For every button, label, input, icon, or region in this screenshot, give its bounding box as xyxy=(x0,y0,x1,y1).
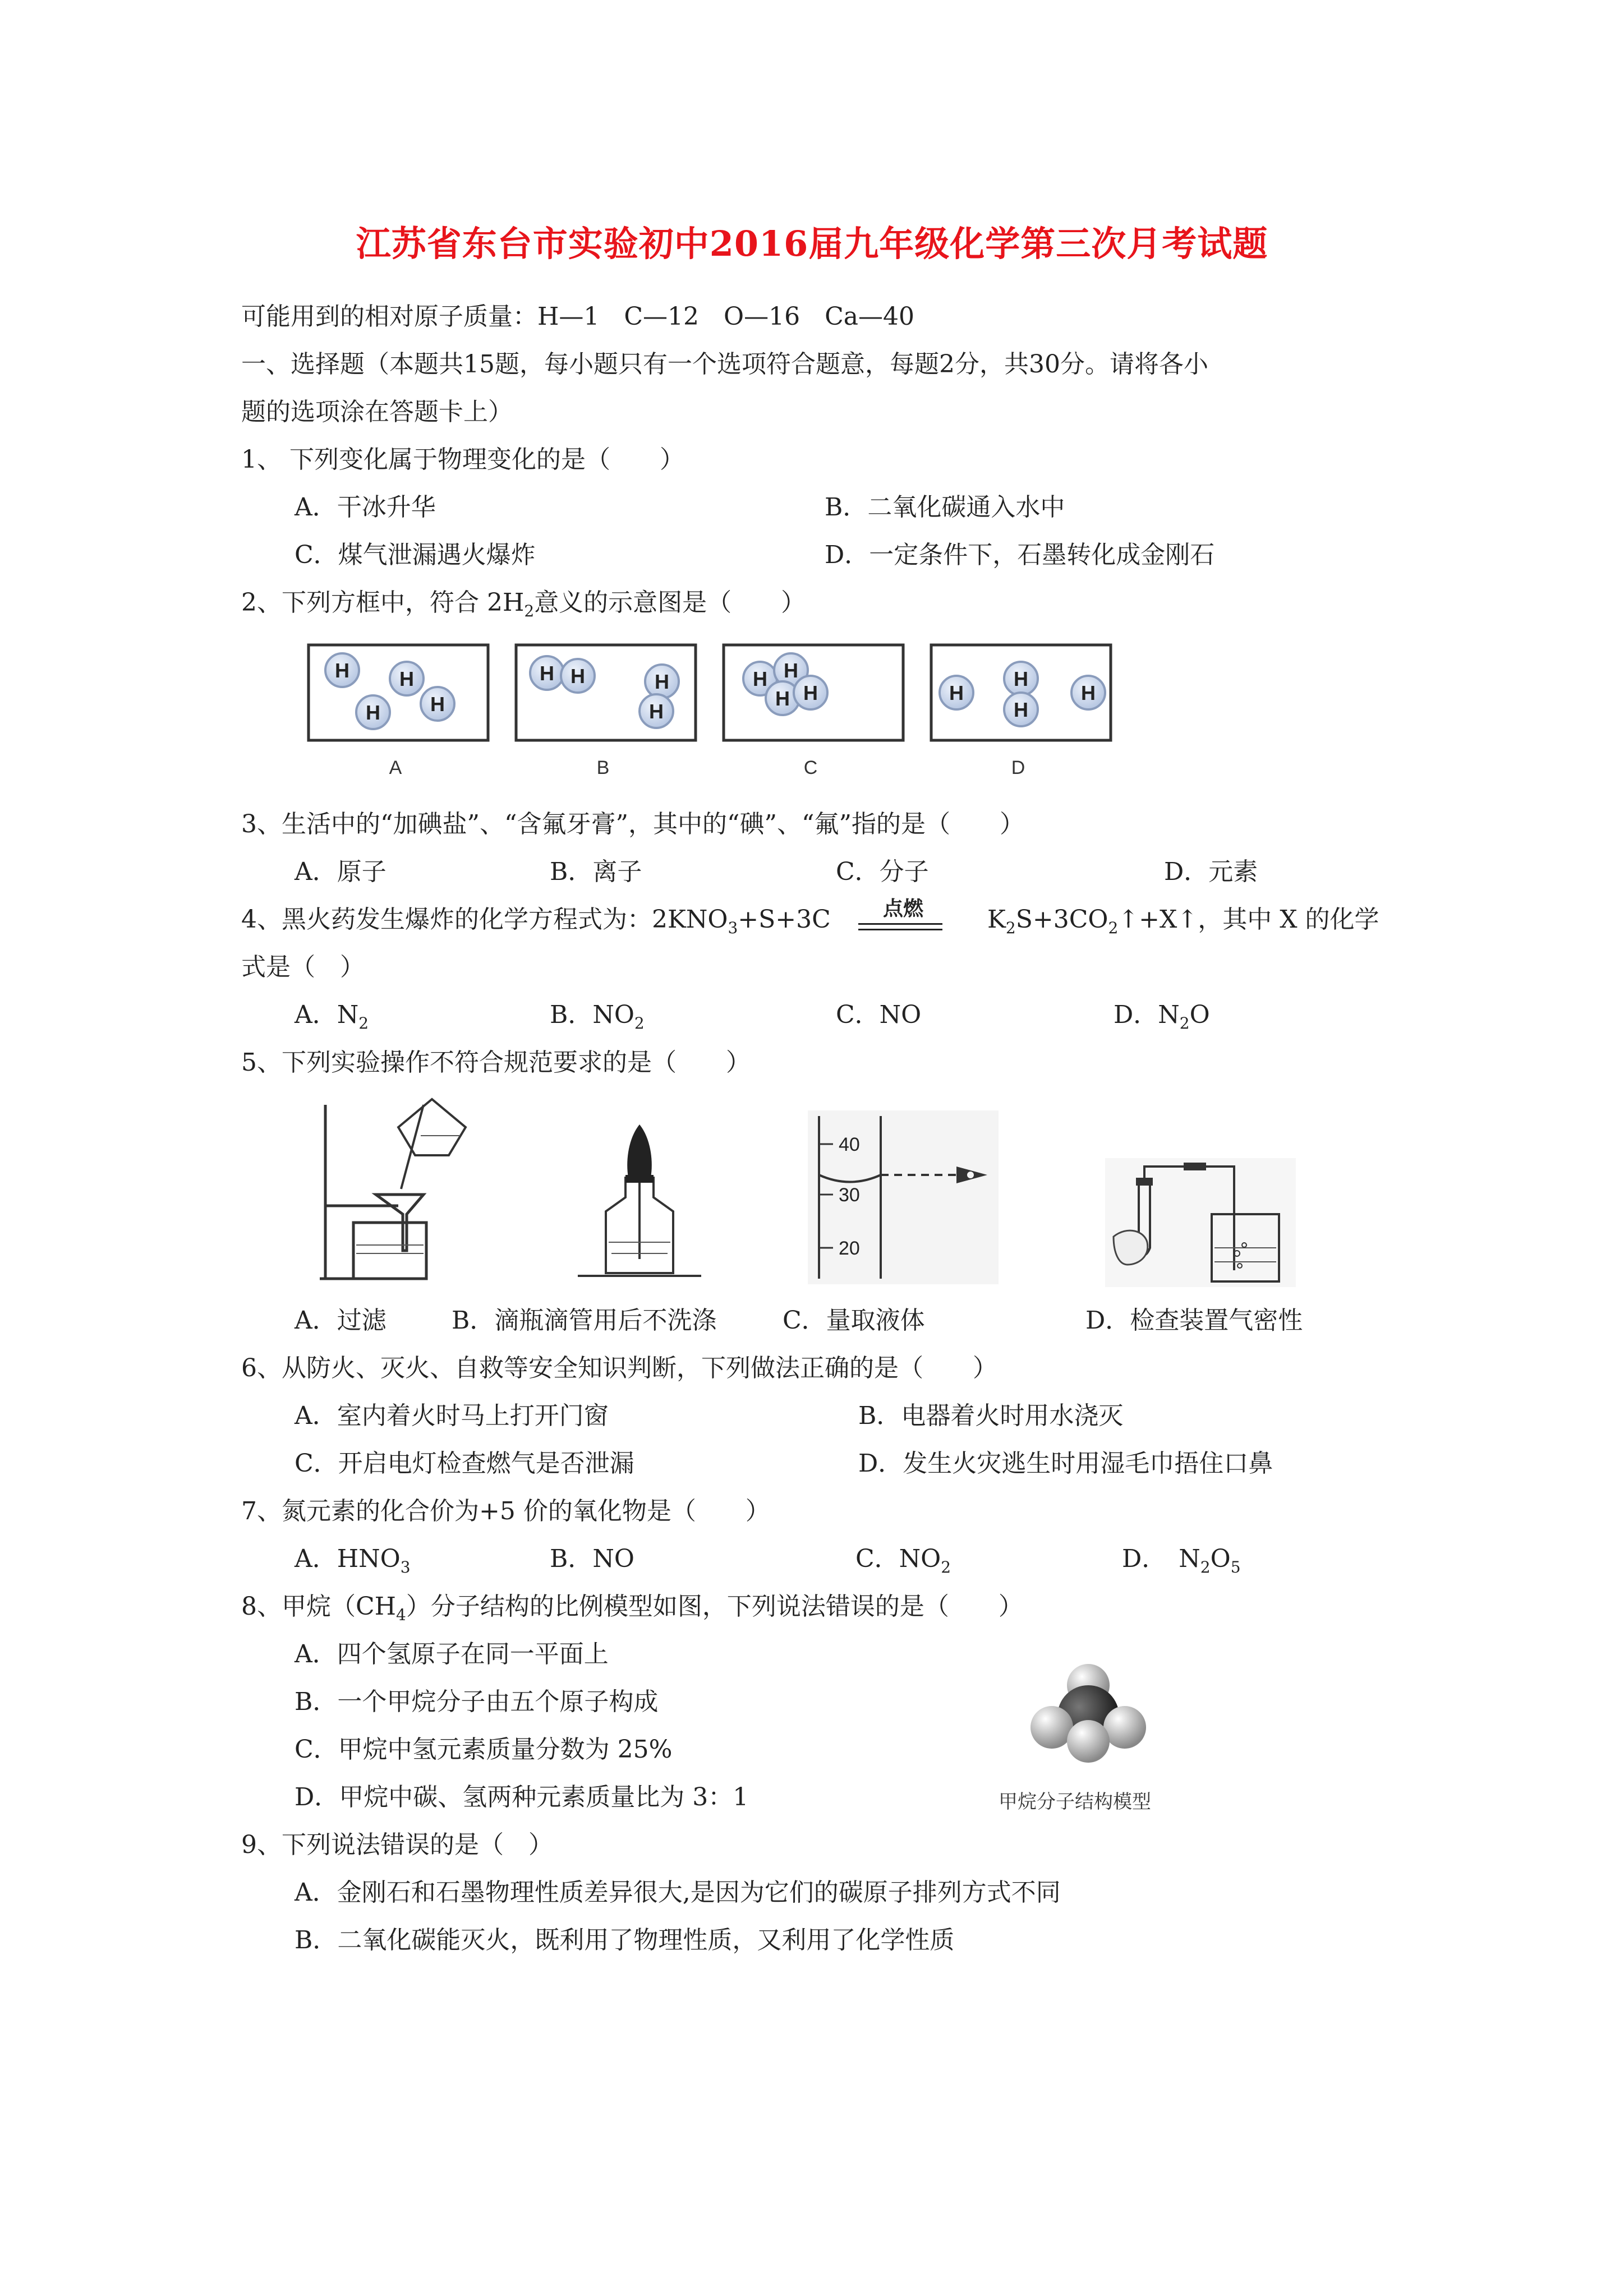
hydrogen-label: H xyxy=(949,681,964,704)
q4-option-d: D．$N_2O$ xyxy=(1114,1001,1210,1032)
q4-equals-top xyxy=(858,923,942,925)
q3-option-d: D．元素 xyxy=(1164,857,1258,886)
q5-scale-40: 40 xyxy=(839,1134,860,1155)
q5-option-c: C．量取液体 xyxy=(783,1306,925,1335)
q4-condition: 点燃 xyxy=(882,897,923,920)
q8-option-a: A．四个氢原子在同一平面上 xyxy=(295,1640,609,1668)
hydrogen-atom xyxy=(1071,676,1105,709)
q4-stem-line2: 式是（ ） xyxy=(241,953,365,981)
hydrogen-atom xyxy=(325,653,359,687)
hydrogen-label: H xyxy=(753,667,767,690)
q4-option-b: B．$NO_2$ xyxy=(550,1001,645,1032)
q7-option-d: D． $N_2O_5$ xyxy=(1122,1545,1241,1576)
page-title: 江苏省东台市实验初中2016届九年级化学第三次月考试题 xyxy=(356,223,1268,264)
q1-option-b: B．二氧化碳通入水中 xyxy=(825,493,1065,522)
q5-stem: 5、下列实验操作不符合规范要求的是（ ） xyxy=(241,1048,751,1077)
q5-filtration-figure xyxy=(303,1094,471,1290)
q2-label-c: C xyxy=(803,757,818,778)
q1-option-c: C．煤气泄漏遇火爆炸 xyxy=(295,541,536,569)
q5-scale-20: 20 xyxy=(839,1238,860,1259)
q6-option-c: C．开启电灯检查燃气是否泄漏 xyxy=(295,1449,634,1478)
section-heading-line2: 题的选项涂在答题卡上） xyxy=(241,398,513,426)
hydrogen-atom xyxy=(640,694,673,728)
q7-option-a: A．$HNO_3$ xyxy=(295,1545,411,1576)
hydrogen-atom xyxy=(421,687,454,721)
q2-label-b: B xyxy=(596,757,610,778)
q8-option-d: D．甲烷中碳、氢两种元素质量比为 3：1 xyxy=(295,1783,749,1811)
q2-stem: 2、下列方框中，符合 $2H_2$意义的示意图是（ ） xyxy=(241,588,806,620)
hydrogen-label: H xyxy=(366,701,380,724)
q5-airtight-figure xyxy=(1105,1158,1296,1287)
hydrogen-atom xyxy=(1004,693,1038,726)
q8-figure-caption: 甲烷分子结构模型 xyxy=(999,1791,1151,1813)
hydrogen-atom xyxy=(1004,662,1038,695)
q4-option-c: C．NO xyxy=(836,1001,922,1029)
q5-option-a: A．过滤 xyxy=(295,1306,387,1335)
q7-option-c: C．$NO_2$ xyxy=(855,1545,951,1576)
q4-option-a: A．$N_2$ xyxy=(295,1001,369,1032)
q5-option-d: D．检查装置气密性 xyxy=(1085,1306,1303,1335)
hydrogen-label: H xyxy=(399,667,414,690)
q5-dropper-figure xyxy=(572,1122,707,1284)
hydrogen-atom xyxy=(561,659,595,693)
q5-cylinder-figure xyxy=(808,1110,999,1284)
q4-products: $K_2S+3CO_2↑+X↑$，其中 X 的化学 xyxy=(987,905,1379,937)
hydrogen-label: H xyxy=(775,687,790,710)
q3-stem: 3、生活中的“加碘盐”、“含氟牙膏”，其中的“碘”、“氟”指的是（ ） xyxy=(241,810,1024,838)
hydrogen-label: H xyxy=(1014,698,1028,721)
hydrogen-atom xyxy=(1030,1706,1073,1749)
q3-option-a: A．原子 xyxy=(295,857,387,886)
q1-option-a: A．干冰升华 xyxy=(295,493,436,522)
hydrogen-label: H xyxy=(655,670,669,693)
q5-option-b: B．滴瓶滴管用后不洗涤 xyxy=(452,1306,717,1335)
hydrogen-label: H xyxy=(571,665,585,688)
q6-option-d: D．发生火灾逃生时用湿毛巾捂住口鼻 xyxy=(858,1449,1273,1478)
hydrogen-label: H xyxy=(540,662,554,685)
q1-option-d: D．一定条件下，石墨转化成金刚石 xyxy=(825,541,1215,569)
hydrogen-label: H xyxy=(784,659,798,682)
hydrogen-label: H xyxy=(430,693,445,716)
q9-stem: 9、下列说法错误的是（ ） xyxy=(241,1831,553,1859)
q7-stem: 7、氮元素的化合价为+5 价的氧化物是（ ） xyxy=(241,1497,770,1525)
hydrogen-atom xyxy=(1103,1706,1146,1749)
q3-option-c: C．分子 xyxy=(836,857,929,886)
q3-option-b: B．离子 xyxy=(550,857,642,886)
hydrogen-atom xyxy=(645,665,679,698)
q7-option-b: B．NO xyxy=(550,1545,634,1573)
q2-label-a: A xyxy=(389,757,402,778)
q2-label-d: D xyxy=(1011,757,1025,778)
q1-stem: 1、 下列变化属于物理变化的是（ ） xyxy=(241,445,684,474)
q5-scale-30: 30 xyxy=(839,1184,860,1206)
q4-equals-bottom xyxy=(858,929,942,930)
q8-methane-model xyxy=(1027,1654,1150,1767)
q8-option-c: C．甲烷中氢元素质量分数为 25% xyxy=(295,1735,673,1764)
hydrogen-atom xyxy=(794,676,827,709)
q4-stem: 4、黑火药发生爆炸的化学方程式为：$2KNO_3+S+3C$ xyxy=(241,905,831,937)
section-heading-line1: 一、选择题（本题共15题，每小题只有一个选项符合题意，每题2分，共30分。请将各小 xyxy=(241,350,1208,379)
hydrogen-atom xyxy=(530,656,564,690)
hydrogen-label: H xyxy=(335,659,349,682)
q9-option-a: A．金刚石和石墨物理性质差异很大,是因为它们的碳原子排列方式不同 xyxy=(295,1878,1061,1907)
q8-stem: 8、甲烷$(CH_4)$分子结构的比例模型如图，下列说法错误的是（ ） xyxy=(241,1592,1023,1624)
hydrogen-atom xyxy=(1067,1720,1110,1763)
atomic-masses: 可能用到的相对原子质量：H—1 C—12 O—16 Ca—40 xyxy=(241,302,914,331)
hydrogen-label: H xyxy=(803,681,818,704)
hydrogen-label: H xyxy=(1081,681,1096,704)
hydrogen-label: H xyxy=(649,700,664,723)
q2-diagram xyxy=(303,639,1122,785)
q6-stem: 6、从防火、灭火、自救等安全知识判断，下列做法正确的是（ ） xyxy=(241,1354,997,1382)
q6-option-b: B．电器着火时用水浇灭 xyxy=(858,1401,1124,1430)
hydrogen-atom xyxy=(390,662,424,695)
q9-option-b: B．二氧化碳能灭火，既利用了物理性质，又利用了化学性质 xyxy=(295,1926,955,1954)
hydrogen-atom xyxy=(940,676,973,709)
hydrogen-label: H xyxy=(1014,667,1028,690)
q8-option-b: B．一个甲烷分子由五个原子构成 xyxy=(295,1688,659,1716)
q6-option-a: A．室内着火时马上打开门窗 xyxy=(295,1401,609,1430)
hydrogen-atom xyxy=(356,695,390,729)
